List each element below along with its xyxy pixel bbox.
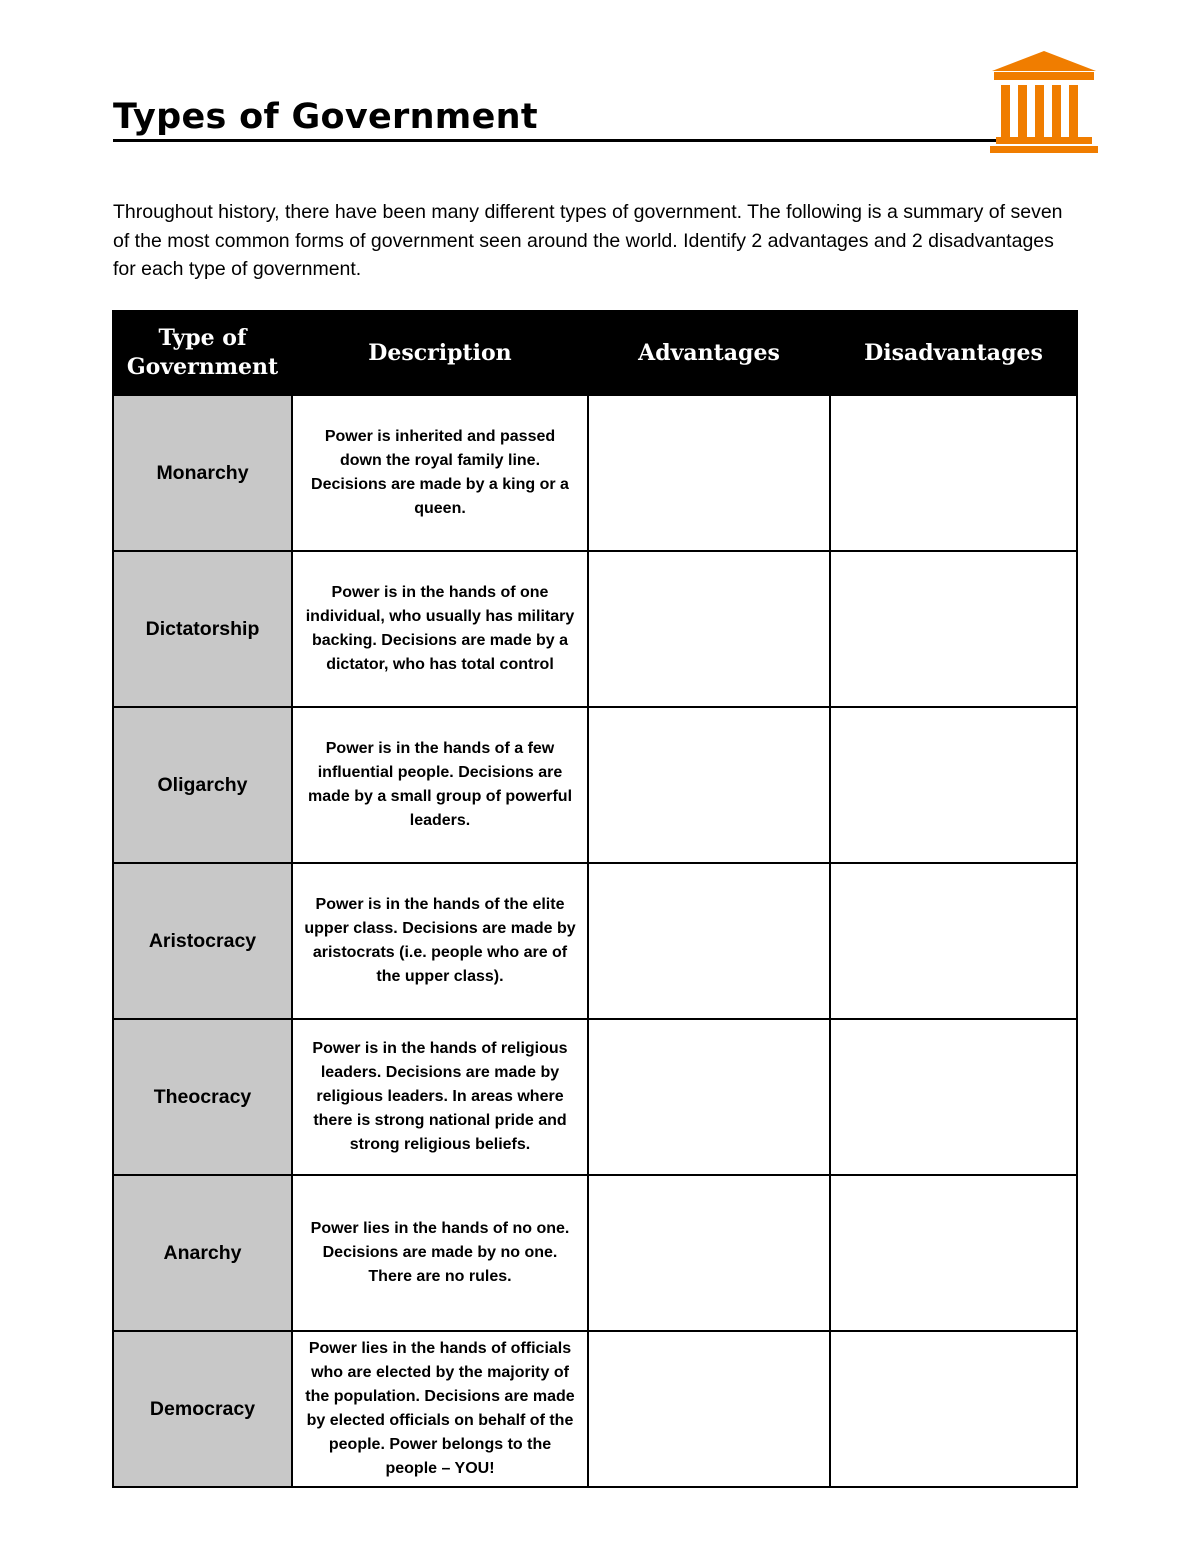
- advantages-cell[interactable]: [588, 1175, 830, 1331]
- table-row: [113, 551, 1077, 707]
- advantages-cell[interactable]: [588, 551, 830, 707]
- advantages-cell[interactable]: [588, 1019, 830, 1175]
- description-cell: Power is inherited and passed down the royal family line. Decisions are made by a king or a queen.: [292, 395, 588, 551]
- table-header-row: [113, 311, 1077, 395]
- header-description: Description: [292, 311, 588, 395]
- government-building-icon: [988, 49, 1100, 155]
- header-type: Type of Government: [113, 311, 292, 395]
- advantages-cell[interactable]: [588, 1331, 830, 1487]
- table-row: [113, 1175, 1077, 1331]
- type-cell: Anarchy: [113, 1175, 292, 1331]
- table-row: [113, 863, 1077, 1019]
- table-row: [113, 1019, 1077, 1175]
- advantages-cell[interactable]: [588, 707, 830, 863]
- title-divider: [113, 139, 1088, 142]
- page-title: Types of Government: [113, 97, 538, 137]
- description-cell: Power is in the hands of one individual, who usually has military backing. Decisions are made by a dictator, who has total control: [292, 551, 588, 707]
- type-cell: Aristocracy: [113, 863, 292, 1019]
- header-advantages: Advantages: [588, 311, 830, 395]
- description-cell: Power lies in the hands of officials who are elected by the majority of the population. Decisions are made by elected officials on behalf of the people. Power belongs to the people – YOU!: [292, 1331, 588, 1487]
- disadvantages-cell[interactable]: [830, 1175, 1077, 1331]
- description-cell: Power is in the hands of the elite upper class. Decisions are made by aristocrats (i.e. people who are of the upper class).: [292, 863, 588, 1019]
- disadvantages-cell[interactable]: [830, 707, 1077, 863]
- table-row: [113, 395, 1077, 551]
- type-cell: Monarchy: [113, 395, 292, 551]
- government-types-table: [112, 310, 1078, 1488]
- disadvantages-cell[interactable]: [830, 1019, 1077, 1175]
- type-cell: Theocracy: [113, 1019, 292, 1175]
- description-cell: Power is in the hands of a few influential people. Decisions are made by a small group of powerful leaders.: [292, 707, 588, 863]
- header-disadvantages: Disadvantages: [830, 311, 1077, 395]
- table-row: [113, 1331, 1077, 1487]
- advantages-cell[interactable]: [588, 395, 830, 551]
- disadvantages-cell[interactable]: [830, 551, 1077, 707]
- disadvantages-cell[interactable]: [830, 863, 1077, 1019]
- type-cell: Dictatorship: [113, 551, 292, 707]
- disadvantages-cell[interactable]: [830, 395, 1077, 551]
- description-cell: Power lies in the hands of no one. Decisions are made by no one. There are no rules.: [292, 1175, 588, 1331]
- disadvantages-cell[interactable]: [830, 1331, 1077, 1487]
- table-row: [113, 707, 1077, 863]
- description-cell: Power is in the hands of religious leaders. Decisions are made by religious leaders. In areas where there is strong national pride and strong religious beliefs.: [292, 1019, 588, 1175]
- intro-paragraph: Throughout history, there have been many different types of government. The following is a summary of seven of the most common forms of government seen around the world. Identify 2 advantages and 2 disadvantages for each type of government.: [113, 201, 1063, 280]
- type-cell: Oligarchy: [113, 707, 292, 863]
- type-cell: Democracy: [113, 1331, 292, 1487]
- advantages-cell[interactable]: [588, 863, 830, 1019]
